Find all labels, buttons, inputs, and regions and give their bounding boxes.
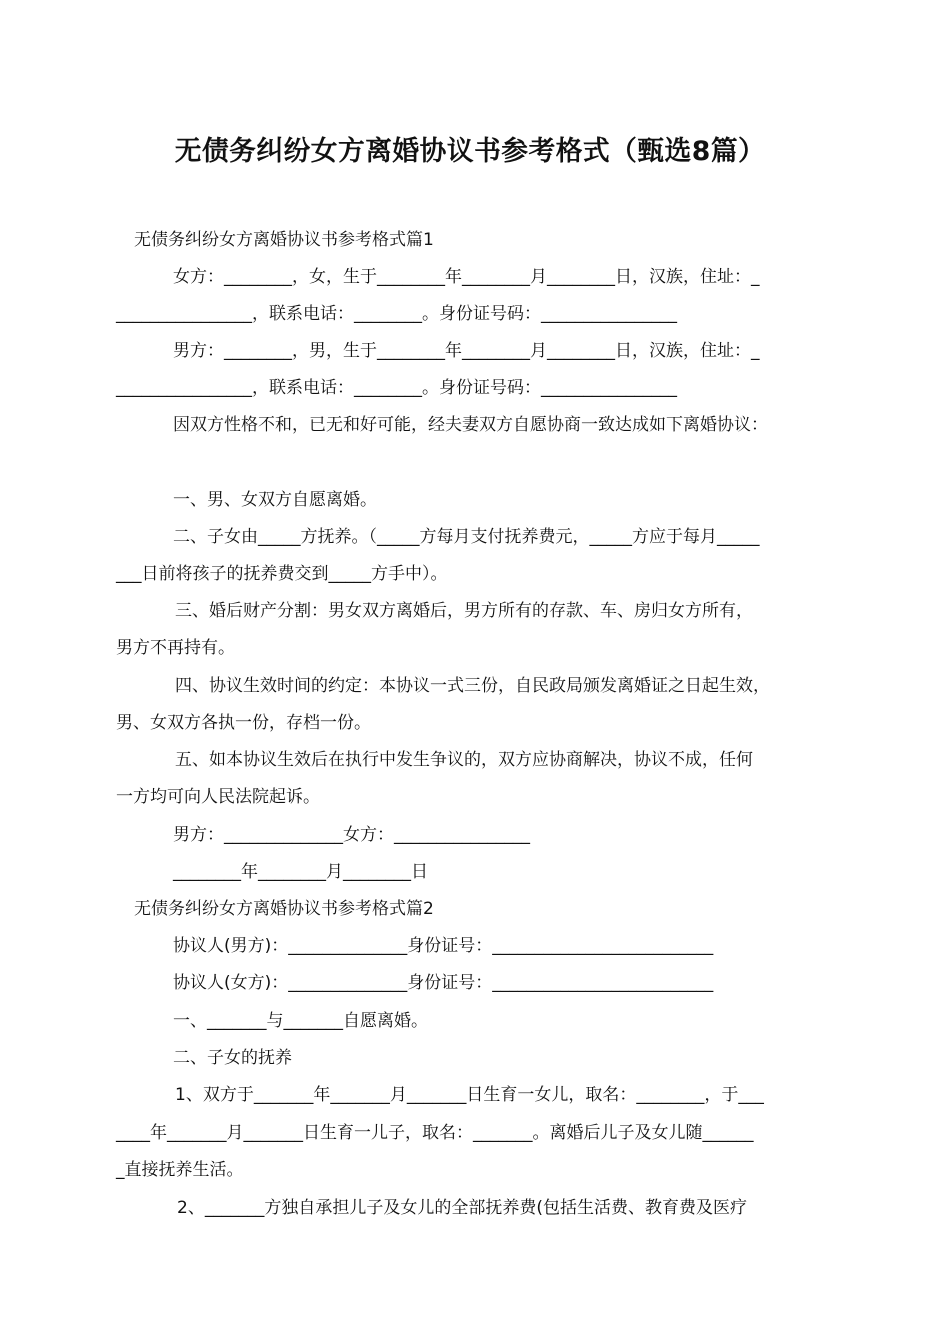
signature-line: 男方：______________女方：________________ [173,825,530,845]
clause-line: 男、女双方各执一份，存档一份。 [116,713,371,733]
clause-line: 男方不再持有。 [116,638,235,658]
clause-line: ___日前将孩子的抚养费交到_____方手中）。 [116,564,448,584]
clause-line: 1、双方于_______年_______月_______日生育一女儿，取名：________，于___ [175,1085,764,1105]
paragraph-line: ________________，联系电话：________。身份证号码：________________ [116,304,677,324]
document-title: 无债务纠纷女方离婚协议书参考格式（甄选8篇） [174,136,766,167]
section-heading-2: 无债务纠纷女方离婚协议书参考格式篇2 [134,899,434,919]
paragraph-line: 男方：________，男，生于________年________月________日，汉族，住址：_ [173,341,760,361]
paragraph-line: ________________，联系电话：________。身份证号码：________________ [116,378,677,398]
paragraph-line: 协议人(女方)：______________身份证号：__________________________ [173,973,714,993]
clause-line: ____年_______月_______日生育一儿子，取名：_______。离婚后儿子及女儿随______ [116,1123,754,1143]
paragraph-line: 女方：________，女，生于________年________月________日，汉族，住址：_ [173,267,760,287]
clause-line: 一、男、女双方自愿离婚。 [173,490,377,510]
clause-line: 一方均可向人民法院起诉。 [116,787,320,807]
clause-line: 五、如本协议生效后在执行中发生争议的，双方应协商解决，协议不成，任何 [175,750,753,770]
clause-line: 一、_______与_______自愿离婚。 [173,1011,428,1031]
clause-line: 二、子女由_____方抚养。（_____方每月支付抚养费元，_____方应于每月_____ [173,527,760,547]
clause-line: _直接抚养生活。 [116,1160,244,1180]
clause-line: 三、婚后财产分割：男女双方离婚后，男方所有的存款、车、房归女方所有， [175,601,753,621]
clause-line: 二、子女的抚养 [173,1048,292,1068]
clause-line: 2、_______方独自承担儿子及女儿的全部抚养费(包括生活费、教育费及医疗 [177,1198,747,1218]
clause-line: 四、协议生效时间的约定：本协议一式三份，自民政局颁发离婚证之日起生效， [175,676,770,696]
section-heading-1: 无债务纠纷女方离婚协议书参考格式篇1 [134,230,434,250]
date-line: ________年________月________日 [173,862,428,882]
paragraph-line: 协议人(男方)：______________身份证号：__________________________ [173,936,714,956]
paragraph-line: 因双方性格不和，已无和好可能，经夫妻双方自愿协商一致达成如下离婚协议： [173,415,768,435]
